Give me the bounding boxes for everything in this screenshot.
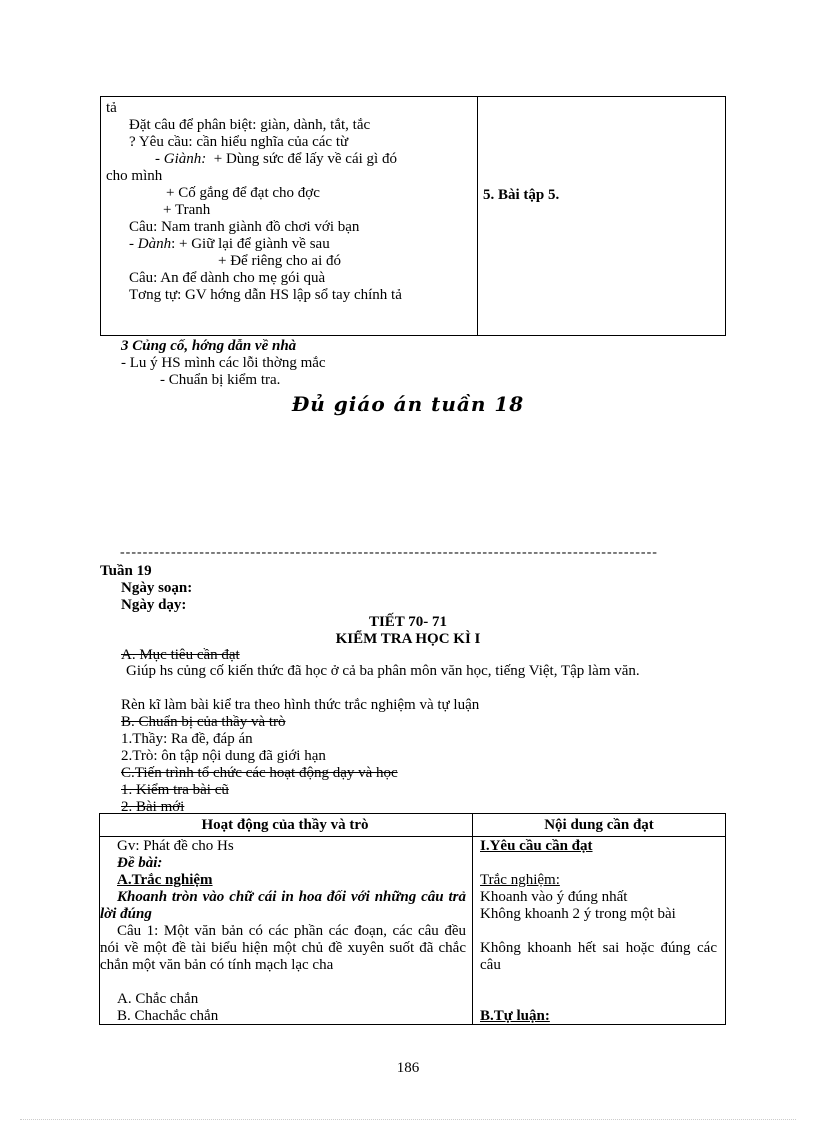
consolidation-item-2: - Chuẩn bị kiểm tra. bbox=[160, 372, 281, 388]
essay-heading: B.Tự luận: bbox=[480, 1008, 550, 1024]
column-header-content: Nội dung cần đạt bbox=[544, 817, 654, 833]
question-1: Câu 1: Một văn bản có các phần các đoạn, các câu đều nói về một đề tài biểu hiện một chủ đề xuyên suốt đã chắc chắn một văn bản có tính mạch lạc cha bbox=[100, 923, 466, 973]
separator-line: ----------------------------------------------------------------------------------------------- bbox=[120, 545, 658, 558]
option-b: B. Chachắc chắn bbox=[117, 1008, 219, 1024]
section-c-item-2: 2. Bài mới bbox=[121, 799, 185, 815]
table1-line-5: cho mình bbox=[106, 168, 163, 184]
term-danh: - Dành bbox=[129, 236, 172, 252]
table1-line-1: tả bbox=[106, 100, 117, 116]
section-a-paragraph-2: Rèn kĩ làm bài kiể tra theo hình thức trắc nghiệm và tự luận bbox=[121, 697, 480, 713]
section-c-item-1: 1. Kiểm tra bài cũ bbox=[121, 782, 229, 798]
section-a-paragraph-1: Giúp hs củng cố kiến thức đã học ở cả ba phân môn văn học, tiếng Việt, Tập làm văn. bbox=[126, 663, 640, 679]
table1-line-9 bbox=[129, 236, 330, 253]
signoff-text: Đủ giáo án tuần 18 bbox=[291, 392, 525, 416]
mc-requirements-heading: Trắc nghiệm: bbox=[480, 872, 560, 888]
consolidation-heading: 3 Củng cố, hớng dẫn về nhà bbox=[121, 338, 297, 354]
exam-instruction: Khoanh tròn vào chữ cái in hoa đối với những câu trả lời đúng bbox=[100, 889, 466, 922]
table1-line-10: + Để riêng cho ai đó bbox=[218, 253, 342, 269]
requirements-heading: I.Yêu cầu cần đạt bbox=[480, 838, 593, 854]
week-title: Tuần 19 bbox=[100, 563, 152, 579]
table1-line-4 bbox=[155, 151, 397, 168]
prep-date-label: Ngày soạn: bbox=[121, 580, 193, 596]
lesson-title: KIỂM TRA HỌC KÌ I bbox=[335, 631, 481, 647]
multiple-choice-heading: A.Trắc nghiệm bbox=[117, 872, 213, 888]
section-b-item-1: 1.Thầy: Ra đề, đáp án bbox=[121, 731, 253, 747]
column-divider bbox=[477, 97, 478, 335]
table1-line-6: + Cố gắng để đạt cho đợc bbox=[166, 185, 320, 201]
section-b-heading: B. Chuẩn bị của thầy và trò bbox=[121, 714, 286, 730]
table1-line-8: Câu: Nam tranh giành đồ chơi với bạn bbox=[129, 219, 360, 235]
section-c-heading: C.Tiến trình tổ chức các hoạt động dạy và học bbox=[121, 765, 398, 781]
table1-line-7: + Tranh bbox=[163, 202, 211, 218]
mc-rule-2: Không khoanh 2 ý trong một bài bbox=[480, 906, 676, 922]
option-a: A. Chắc chắn bbox=[117, 991, 199, 1007]
section-a-heading: A. Mục tiêu cần đạt bbox=[121, 647, 240, 663]
table1-line-11: Câu: An để dành cho mẹ gói quà bbox=[129, 270, 326, 286]
column-divider bbox=[472, 814, 473, 1024]
table1-line-2: Đặt câu để phân biệt: giàn, dành, tắt, tắc bbox=[129, 117, 371, 133]
mc-rule-3: Không khoanh hết sai hoặc đúng các câu bbox=[480, 940, 717, 973]
handout-line: Gv: Phát đề cho Hs bbox=[117, 838, 234, 854]
teach-date-label: Ngày dạy: bbox=[121, 597, 187, 613]
table1-line-12: Tơng tự: GV hớng dẫn HS lập sổ tay chính tả bbox=[129, 287, 402, 303]
term-danh-meaning: : + Giữ lại để giành về sau bbox=[171, 236, 330, 252]
consolidation-item-1: - Lu ý HS mình các lỗi thờng mắc bbox=[121, 355, 326, 371]
term-gianh-meaning: + Dùng sức để lấy về cái gì đó bbox=[213, 151, 397, 167]
lesson-period: TIẾT 70- 71 bbox=[368, 614, 448, 630]
mc-rule-1: Khoanh vào ý đúng nhất bbox=[480, 889, 628, 905]
header-divider bbox=[100, 836, 725, 837]
exercise-label: 5. Bài tập 5. bbox=[483, 187, 560, 203]
column-header-activities: Hoạt động của thầy và trò bbox=[201, 817, 369, 833]
section-b-item-2: 2.Trò: ôn tập nội dung đã giới hạn bbox=[121, 748, 326, 764]
page-edge-line bbox=[20, 1119, 796, 1120]
exam-heading: Đề bài: bbox=[117, 855, 163, 871]
page-number: 186 bbox=[396, 1060, 420, 1076]
table1-line-3: ? Yêu cầu: cần hiểu nghĩa của các từ bbox=[129, 134, 349, 150]
term-gianh: - Giành: bbox=[155, 151, 207, 167]
